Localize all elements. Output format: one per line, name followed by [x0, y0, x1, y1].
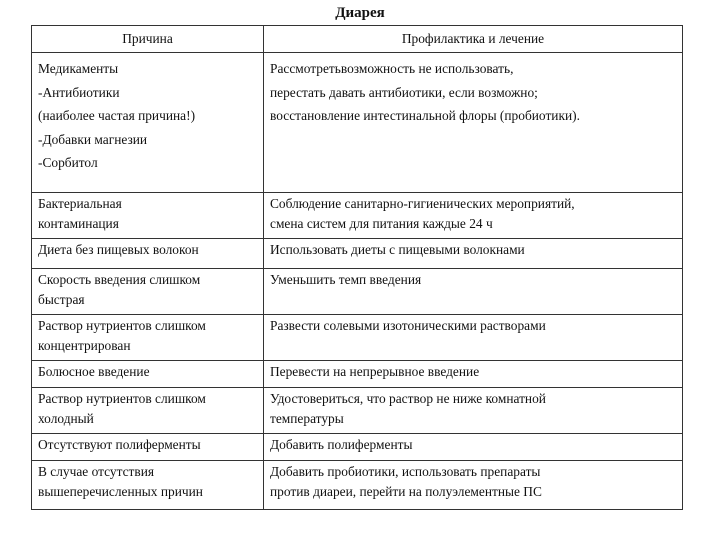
table-row [32, 193, 683, 239]
table-row [32, 53, 683, 193]
cell-line: Медикаменты [38, 61, 119, 76]
table-row [32, 315, 683, 361]
table-row [32, 239, 683, 269]
cell-line: Бактериальная [38, 196, 122, 211]
header-treatment: Профилактика и лечение [264, 26, 683, 53]
cell-line: против диареи, перейти на полуэлементные ПС [270, 483, 542, 499]
cause-cell [32, 239, 264, 269]
treatment-cell [264, 461, 683, 510]
cause-cell [32, 269, 264, 315]
cause-cell [32, 434, 264, 461]
cell-line: смена систем для питания каждые 24 ч [270, 215, 493, 231]
treatment-cell [264, 53, 683, 193]
table-header-row [32, 26, 683, 53]
table-row [32, 361, 683, 388]
cell-line: Удостовериться, что раствор не ниже комнатной [270, 391, 546, 406]
cell-line: Перевести на непрерывное введение [270, 364, 480, 379]
cause-cell [32, 315, 264, 361]
cause-cell [32, 388, 264, 434]
cell-line: быстрая [38, 291, 85, 307]
cause-cell [32, 53, 264, 193]
treatment-cell [264, 239, 683, 269]
cell-line: -Сорбитол [38, 155, 98, 170]
cell-line: Добавить полиферменты [270, 437, 413, 452]
cause-cell [32, 361, 264, 388]
cell-line: -Антибиотики [38, 84, 120, 100]
cell-line: Развести солевыми изотоническими растворами [270, 318, 546, 333]
cause-cell [32, 461, 264, 510]
cell-line: Болюсное введение [38, 364, 150, 379]
treatment-cell [264, 434, 683, 461]
cell-line: Раствор нутриентов слишком [38, 391, 206, 406]
table-row [32, 461, 683, 510]
treatment-cell [264, 361, 683, 388]
page-title: Диарея [335, 5, 385, 21]
treatment-cell [264, 388, 683, 434]
cell-line: перестать давать антибиотики, если возможно; [270, 84, 538, 100]
cell-line: вышеперечисленных причин [38, 483, 203, 499]
cell-line: Раствор нутриентов слишком [38, 318, 206, 333]
table-row [32, 388, 683, 434]
table-row [32, 434, 683, 461]
cell-line: Отсутствуют полиферменты [38, 437, 201, 452]
diarrhea-table [31, 25, 683, 510]
cell-line: Диета без пищевых волокон [38, 242, 199, 257]
cell-line: (наиболее частая причина!) [38, 108, 196, 123]
table-row [32, 269, 683, 315]
cell-line: Соблюдение санитарно-гигиенических мероприятий, [270, 196, 575, 211]
cell-line: Добавить пробиотики, использовать препараты [270, 464, 541, 479]
header-cause: Причина [32, 26, 264, 53]
cell-line: контаминация [38, 215, 119, 231]
cell-line: восстановление интестинальной флоры (пробиотики). [270, 108, 580, 123]
cell-line: температуры [270, 410, 344, 426]
cell-line: Скорость введения слишком [38, 272, 201, 287]
cell-line: холодный [38, 410, 94, 426]
cell-line: Рассмотретьвозможность не использовать, [270, 61, 514, 76]
cell-line: Уменьшить темп введения [270, 272, 422, 287]
cell-line: В случае отсутствия [38, 464, 155, 479]
cause-cell [32, 193, 264, 239]
cell-line: концентрирован [38, 337, 131, 353]
treatment-cell [264, 269, 683, 315]
cell-line: -Добавки магнезии [38, 131, 148, 147]
treatment-cell [264, 315, 683, 361]
treatment-cell [264, 193, 683, 239]
cell-line: Использовать диеты с пищевыми волокнами [270, 242, 525, 257]
